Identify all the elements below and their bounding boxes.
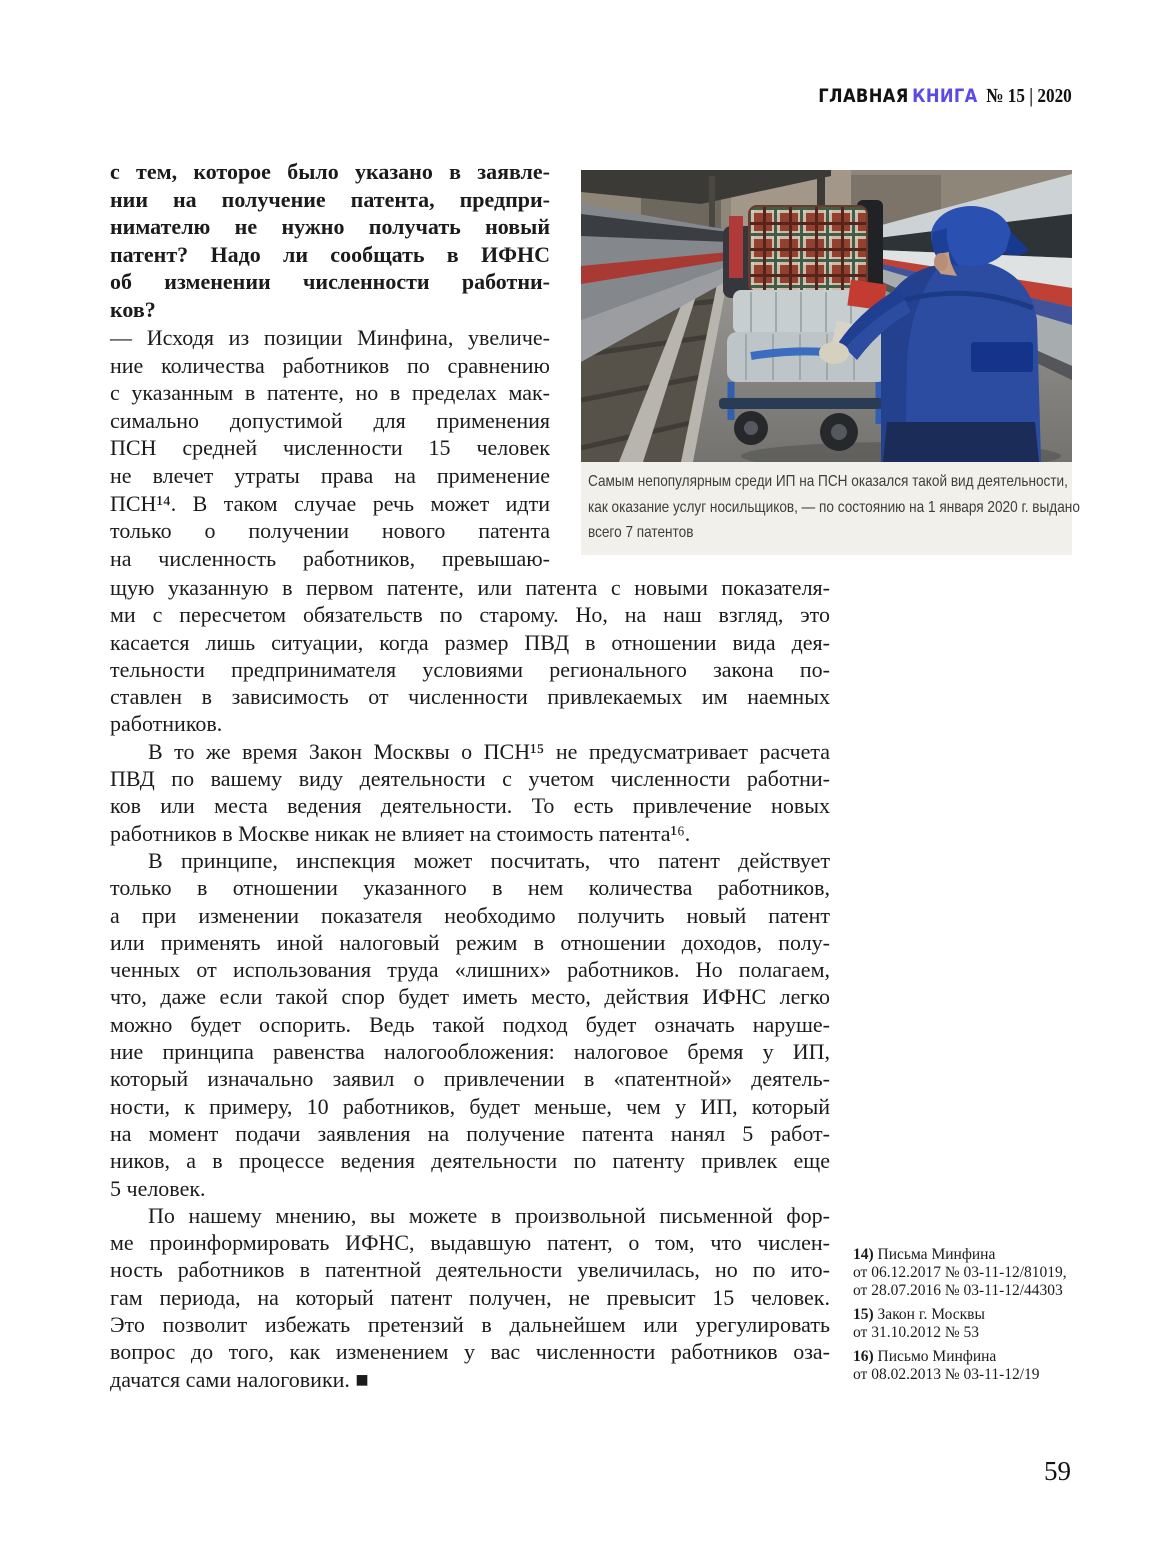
text-line: не влечет утраты права на применение — [110, 462, 550, 488]
text-line: Это позволит избежать претензий в дальнейшем или урегулировать — [110, 1312, 830, 1338]
body-text — [110, 574, 830, 1393]
text-line: с указанным в патенте, но в пределах мак- — [110, 380, 550, 406]
footnote-line: 16) Письмо Минфина — [853, 1348, 997, 1365]
text-line: нимателю не нужно получать новый — [110, 214, 550, 240]
answer-column — [110, 324, 550, 572]
text-line: — Исходя из позиции Минфина, увеличе- — [110, 325, 550, 350]
text-line: щую указанную в первом патенте, или патента с новыми показателя- — [110, 575, 830, 600]
issue-number: № 15 | 2020 — [986, 85, 1072, 107]
footnote-line: от 08.02.2013 № 03-11-12/19 — [853, 1366, 1040, 1383]
text-line: ков? — [110, 296, 156, 322]
paragraph — [110, 738, 830, 847]
text-line: В принципе, инспекция может посчитать, что патент действует — [148, 847, 830, 873]
footnote — [853, 1246, 1081, 1300]
text-line: который изначально заявил о привлечении в «патентной» деятель- — [110, 1066, 830, 1092]
caption-line: Самым непопулярным среди ИП на ПСН оказался такой вид деятельности, — [588, 473, 1068, 490]
paragraph — [110, 574, 830, 738]
railway-porter-photo — [581, 170, 1072, 462]
text-line: работников в Москве никак не влияет на стоимость патента¹⁶. — [110, 820, 691, 846]
caption-line: как оказание услуг носильщиков, — по состоянию на 1 января 2020 г. выдано — [588, 498, 1080, 516]
text-line: работников. — [110, 711, 223, 737]
paragraph — [110, 847, 830, 1202]
page-header — [818, 85, 1072, 108]
magazine-title-accent: КНИГА — [912, 85, 978, 107]
text-line: гам периода, на который патент получен, не превысит 15 человек. — [110, 1284, 830, 1310]
text-line: а при изменении показателя необходимо получить новый патент — [110, 902, 830, 928]
text-line: По нашему мнению, вы можете в произвольной письменной фор- — [148, 1202, 830, 1228]
text-line: нии на получение патента, предпри- — [110, 186, 550, 212]
text-line: дачатся сами налоговики. ■ — [110, 1366, 369, 1392]
text-line: можно будет оспорить. Ведь такой подход будет означать наруше- — [110, 1011, 830, 1037]
footnote-number: 16) — [853, 1348, 878, 1365]
text-line: на момент подачи заявления на получение патента нанял 5 работ- — [110, 1120, 830, 1146]
text-line: вопрос до того, как изменением у вас численности работников оза- — [110, 1339, 830, 1365]
photo-caption-text — [588, 469, 1080, 546]
text-line: что, даже если такой спор будет иметь место, действия ИФНС легко — [110, 984, 830, 1010]
text-line: симально допустимой для применения — [110, 407, 550, 433]
footnote — [853, 1348, 1081, 1384]
text-line: ности, к примеру, 10 работников, будет меньше, чем у ИП, который — [110, 1093, 830, 1119]
photo-illustration — [581, 170, 1072, 462]
text-line: только о получении нового патента — [110, 518, 550, 544]
footnote-number: 14) — [853, 1246, 878, 1263]
text-line: ние принципа равенства налогообложения: налоговое бремя у ИП, — [110, 1039, 830, 1065]
text-line: только в отношении указанного в нем количества работников, — [110, 875, 830, 901]
text-line: ние количества работников по сравнению — [110, 352, 550, 378]
footnote-line: 14) Письма Минфина — [853, 1246, 996, 1263]
footnote-number: 15) — [853, 1306, 878, 1323]
text-line: ность работников в патентной деятельности увеличилась, но по ито- — [110, 1257, 830, 1283]
text-line: или применять иной налоговый режим в отношении доходов, полу- — [110, 929, 830, 955]
text-line: ставлен в зависимость от численности привлекаемых им наемных — [110, 684, 830, 710]
text-line: ПСН средней численности 15 человек — [110, 435, 550, 461]
footnote-line: от 31.10.2012 № 53 — [853, 1324, 979, 1341]
text-line: об изменении численности работни- — [110, 269, 550, 295]
magazine-title: ГЛАВНАЯ — [818, 85, 909, 107]
text-line: В то же время Закон Москвы о ПСН¹⁵ не предусматривает расчета — [148, 738, 830, 764]
text-line: патент? Надо ли сообщать в ИФНС — [110, 241, 550, 267]
text-line: ПСН¹⁴. В таком случае речь может идти — [110, 490, 550, 516]
footnote-line: 15) Закон г. Москвы — [853, 1306, 985, 1323]
text-line: ме проинформировать ИФНС, выдавшую патент, о том, что числен- — [110, 1230, 830, 1256]
text-line: на численность работников, превышаю- — [110, 545, 550, 571]
text-line: тельности предпринимателя условиями регионального закона по- — [110, 656, 830, 682]
text-line: касается лишь ситуации, когда размер ПВД в отношении вида дея- — [110, 629, 830, 655]
text-line: 5 человек. — [110, 1175, 206, 1201]
text-line: ченных от использования труда «лишних» работников. Но полагаем, — [110, 957, 830, 983]
question-paragraph — [110, 158, 550, 324]
text-line: ков или места ведения деятельности. То есть привлечение новых — [110, 793, 830, 819]
footnote — [853, 1306, 1081, 1342]
page-number: 59 — [1044, 1456, 1071, 1486]
paragraph — [110, 1202, 830, 1393]
text-line: ников, а в процессе ведения деятельности по патенту привлек еще — [110, 1148, 830, 1174]
caption-line: всего 7 патентов — [588, 524, 694, 541]
photo-caption — [581, 462, 1080, 555]
footnote-line: от 28.07.2016 № 03-11-12/44303 — [853, 1282, 1063, 1299]
text-line: ми с пересчетом обязательств по старому. Но, на наш взгляд, это — [110, 602, 830, 628]
footnote-line: от 06.12.2017 № 03-11-12/81019, — [853, 1264, 1067, 1281]
text-line: с тем, которое было указано в заявле- — [110, 159, 550, 184]
text-line: ПВД по вашему виду деятельности с учетом численности работни- — [110, 766, 830, 792]
footnotes — [853, 1246, 1081, 1390]
